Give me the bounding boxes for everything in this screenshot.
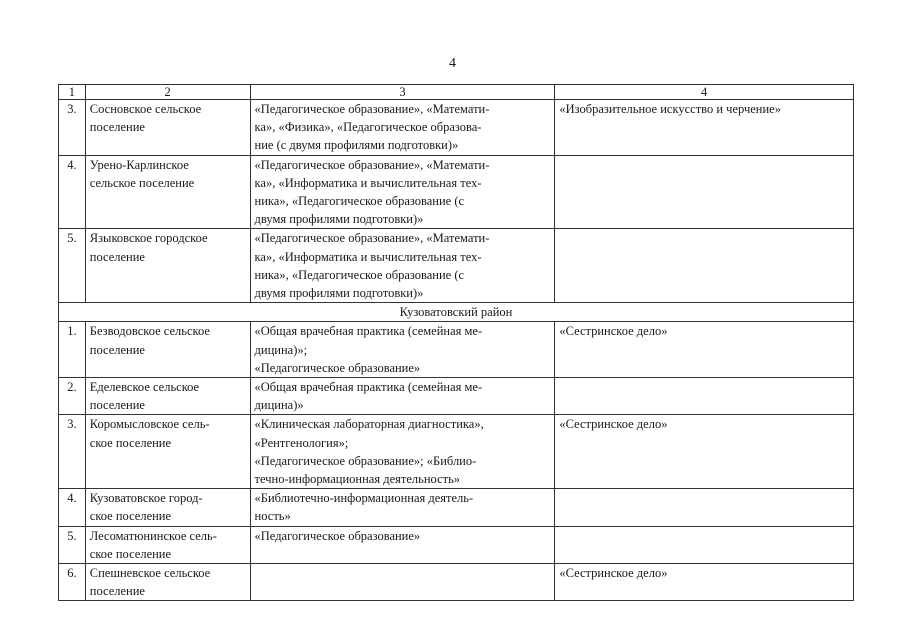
settlements-table bbox=[58, 84, 854, 601]
settlement-cell bbox=[85, 415, 250, 489]
programs-cell bbox=[250, 489, 555, 526]
region-row bbox=[59, 303, 854, 322]
cell-line: «Педагогическое образование», «Математи- bbox=[254, 231, 490, 246]
table-row bbox=[59, 322, 854, 378]
programs-cell bbox=[250, 229, 555, 303]
settlement-cell bbox=[85, 229, 250, 303]
cell-line: ность» bbox=[254, 509, 291, 524]
settlement-cell bbox=[85, 322, 250, 378]
cell-line: «Педагогическое образование»; «Библио- bbox=[254, 453, 477, 468]
table-row bbox=[59, 100, 854, 156]
row-number: 3. bbox=[59, 415, 86, 489]
row-number: 5. bbox=[59, 229, 86, 303]
cell-line: «Педагогическое образование», «Математи- bbox=[254, 157, 490, 172]
cell-line: Урено-Карлинское bbox=[89, 157, 189, 172]
programs-cell bbox=[250, 564, 555, 601]
cell-line: двумя профилями подготовки)» bbox=[254, 286, 424, 301]
cell-line: поселение bbox=[89, 249, 145, 264]
settlement-cell bbox=[85, 100, 250, 156]
cell-line: сельское поселение bbox=[89, 175, 195, 190]
row-number: 1. bbox=[59, 322, 86, 378]
cell-line: Безводовское сельское bbox=[89, 324, 210, 339]
specialties-cell bbox=[555, 564, 854, 601]
specialties-cell bbox=[555, 378, 854, 415]
cell-line: поселение bbox=[89, 342, 145, 357]
row-number: 2. bbox=[59, 378, 86, 415]
cell-line: двумя профилями подготовки)» bbox=[254, 212, 424, 227]
cell-line: «Педагогическое образование» bbox=[254, 528, 421, 543]
column-header: 4 bbox=[555, 85, 854, 100]
page-number: 4 bbox=[449, 56, 456, 71]
region-title: Кузоватовский район bbox=[59, 303, 854, 322]
cell-line: поселение bbox=[89, 584, 145, 599]
row-number: 4. bbox=[59, 155, 86, 229]
cell-line: ка», «Физика», «Педагогическое образова- bbox=[254, 120, 482, 135]
table-row bbox=[59, 229, 854, 303]
specialties-cell bbox=[555, 100, 854, 156]
cell-line: ка», «Информатика и вычислительная тех- bbox=[254, 249, 482, 264]
row-number: 4. bbox=[59, 489, 86, 526]
cell-line: «Рентгенология»; bbox=[254, 435, 349, 450]
cell-line: ское поселение bbox=[89, 546, 172, 561]
table-row bbox=[59, 489, 854, 526]
programs-cell bbox=[250, 415, 555, 489]
column-header: 1 bbox=[59, 85, 86, 100]
settlement-cell bbox=[85, 489, 250, 526]
specialties-cell bbox=[555, 415, 854, 489]
cell-line: «Сестринское дело» bbox=[559, 417, 668, 432]
cell-line: ника», «Педагогическое образование (с bbox=[254, 194, 465, 209]
cell-line: «Библиотечно-информационная деятель- bbox=[254, 491, 474, 506]
programs-cell bbox=[250, 155, 555, 229]
cell-line: Лесоматюнинское сель- bbox=[89, 528, 217, 543]
cell-line: поселение bbox=[89, 398, 145, 413]
cell-line: «Клиническая лабораторная диагностика», bbox=[254, 417, 484, 432]
cell-line: «Общая врачебная практика (семейная ме- bbox=[254, 324, 483, 339]
column-header: 3 bbox=[250, 85, 555, 100]
specialties-cell bbox=[555, 229, 854, 303]
cell-line: Кузоватовское город- bbox=[89, 491, 203, 506]
settlement-cell bbox=[85, 155, 250, 229]
table-row bbox=[59, 155, 854, 229]
cell-line: ское поселение bbox=[89, 435, 172, 450]
table-row bbox=[59, 415, 854, 489]
table-header-row bbox=[59, 85, 854, 100]
table-row bbox=[59, 564, 854, 601]
cell-line: поселение bbox=[89, 120, 145, 135]
table-row bbox=[59, 378, 854, 415]
table-row bbox=[59, 526, 854, 563]
cell-line: дицина)»; bbox=[254, 342, 308, 357]
cell-line: Спешневское сельское bbox=[89, 566, 211, 581]
cell-line: ника», «Педагогическое образование (с bbox=[254, 267, 465, 282]
cell-line: «Сестринское дело» bbox=[559, 566, 668, 581]
cell-line: «Изобразительное искусство и черчение» bbox=[559, 102, 781, 116]
cell-line: Коромысловское сель- bbox=[89, 417, 210, 432]
cell-line: ние (с двумя профилями подготовки)» bbox=[254, 138, 459, 153]
cell-line: Еделевское сельское bbox=[89, 380, 200, 395]
settlement-cell bbox=[85, 564, 250, 601]
programs-cell bbox=[250, 100, 555, 156]
cell-line: Сосновское сельское bbox=[89, 102, 202, 116]
row-number: 6. bbox=[59, 564, 86, 601]
cell-line: ка», «Информатика и вычислительная тех- bbox=[254, 175, 482, 190]
specialties-cell bbox=[555, 322, 854, 378]
cell-line: ское поселение bbox=[89, 509, 172, 524]
specialties-cell bbox=[555, 526, 854, 563]
cell-line: дицина)» bbox=[254, 398, 304, 413]
row-number: 5. bbox=[59, 526, 86, 563]
specialties-cell bbox=[555, 489, 854, 526]
row-number: 3. bbox=[59, 100, 86, 156]
cell-line: «Сестринское дело» bbox=[559, 324, 668, 339]
column-header: 2 bbox=[85, 85, 250, 100]
cell-line: «Педагогическое образование» bbox=[254, 360, 421, 375]
cell-line: Языковское городское bbox=[89, 231, 208, 246]
cell-line: течно-информационная деятельность» bbox=[254, 472, 461, 487]
programs-cell bbox=[250, 526, 555, 563]
settlement-cell bbox=[85, 378, 250, 415]
programs-cell bbox=[250, 378, 555, 415]
cell-line: «Педагогическое образование», «Математи- bbox=[254, 102, 490, 116]
programs-cell bbox=[250, 322, 555, 378]
specialties-cell bbox=[555, 155, 854, 229]
cell-line: «Общая врачебная практика (семейная ме- bbox=[254, 380, 483, 395]
settlement-cell bbox=[85, 526, 250, 563]
